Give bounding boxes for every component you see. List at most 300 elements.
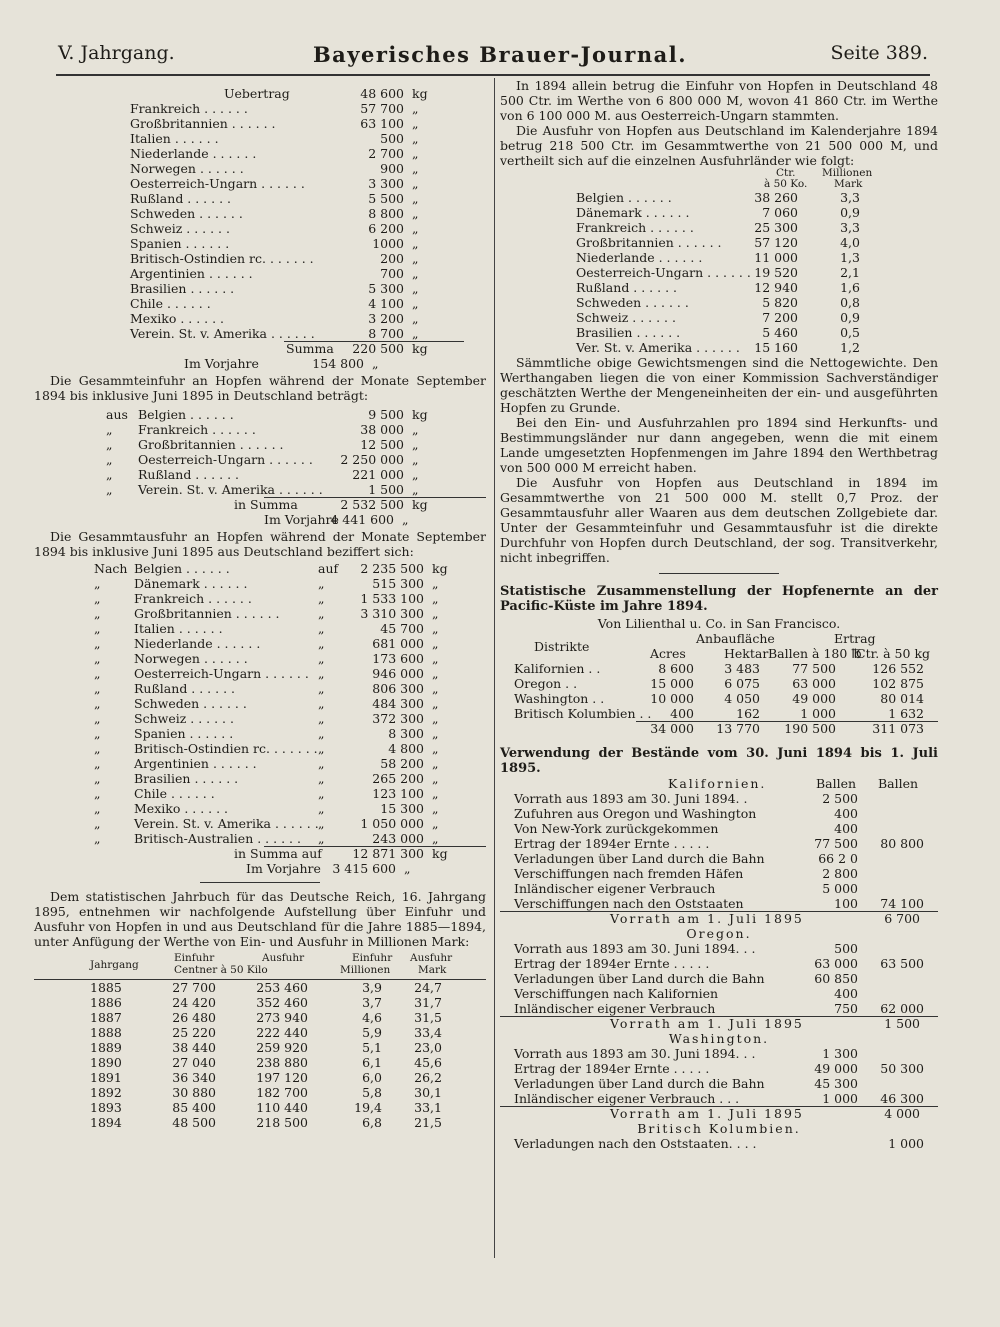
unit: „: [432, 786, 439, 801]
import-paragraph: Die Gesammteinfuhr an Hopfen während der Monate September 1894 bis inklusive Juni 1895 in Deutschland beträgt:: [34, 373, 486, 403]
hektar: 3 483: [724, 661, 760, 676]
kalifornien-row: [500, 791, 938, 806]
ballen-1: 49 000: [814, 1061, 858, 1076]
value: 372 300: [372, 711, 424, 726]
export-row: [34, 816, 486, 831]
ctr: 1 632: [888, 706, 924, 721]
export-table-row: [500, 340, 938, 355]
stocks-title: Verwendung der Bestände vom 30. Juni 1894 bis 1. Juli 1895.: [500, 746, 938, 776]
export-row: [34, 801, 486, 816]
district: Kalifornien . .: [514, 661, 601, 676]
country: Dänemark . . . . . .: [576, 205, 690, 220]
ballen-1: 400: [834, 986, 858, 1001]
import-m: 5,1: [362, 1040, 382, 1055]
kalifornien-rest-value: 6 700: [884, 911, 920, 926]
value: 3 200: [368, 311, 404, 326]
ctr: 5 460: [762, 325, 798, 340]
mid: „: [318, 681, 325, 696]
prefix: „: [94, 681, 101, 696]
value: 1000: [372, 236, 404, 251]
value: 123 100: [372, 786, 424, 801]
import: 27 700: [172, 980, 216, 995]
export: 182 700: [256, 1085, 308, 1100]
mid: „: [318, 591, 325, 606]
country: Brasilien . . . . . .: [130, 281, 235, 296]
export-row: [34, 651, 486, 666]
unit: „: [412, 191, 419, 206]
value: 200: [380, 251, 404, 266]
value: 5 500: [368, 191, 404, 206]
ballen-1: 1 300: [822, 1046, 858, 1061]
import-m: 3,7: [362, 995, 382, 1010]
export-table-row: [500, 235, 938, 250]
export-m: 23,0: [414, 1040, 442, 1055]
import-row: [34, 101, 486, 116]
mark: 1,2: [840, 340, 860, 355]
mid: „: [318, 651, 325, 666]
country: Frankreich . . . . . .: [576, 220, 694, 235]
prefix: „: [94, 666, 101, 681]
country: Schweiz . . . . . .: [576, 310, 676, 325]
export-table-row: [500, 265, 938, 280]
import: 27 040: [172, 1055, 216, 1070]
th-hektar: Hektar: [724, 646, 769, 661]
washington-rows: [500, 1046, 938, 1106]
kalifornien-title: Kalifornien.: [668, 776, 767, 791]
export-row: [34, 711, 486, 726]
prefix: „: [94, 771, 101, 786]
unit: „: [412, 266, 419, 281]
export-prev-value: 3 415 600: [332, 861, 396, 876]
mark: 2,1: [840, 265, 860, 280]
kalifornien-row: [500, 836, 938, 851]
unit: „: [412, 131, 419, 146]
unit: „: [412, 251, 419, 266]
export-row: [34, 786, 486, 801]
export-1894-paragraph: Die Ausfuhr von Hopfen aus Deutschland im Kalenderjahre 1894 betrug 218 500 Ctr. im Gesammtwerthe von 21 500 000 M, und vertheilt sich auf die einzelnen Ausfuhrländer wie folgt:: [500, 123, 938, 168]
ballen-1: 500: [834, 941, 858, 956]
value: 63 100: [360, 116, 404, 131]
pacific-title: Statistische Zusammenstellung der Hopfenernte an der Pacific-Küste im Jahre 1894.: [500, 584, 938, 614]
pacific-row: [500, 691, 938, 706]
unit: „: [432, 681, 439, 696]
value: 38 000: [360, 422, 404, 437]
ctr: 12 940: [754, 280, 798, 295]
country: Großbritannien . . . . . .: [130, 116, 276, 131]
year-row: [34, 1070, 486, 1085]
acres: 15 000: [650, 676, 694, 691]
year-row: [34, 1085, 486, 1100]
import-by-row: [34, 407, 486, 422]
export: 259 920: [256, 1040, 308, 1055]
import-row: [34, 116, 486, 131]
th-yield: Ertrag: [834, 631, 876, 646]
value: 221 000: [352, 467, 404, 482]
export-m: 30,1: [414, 1085, 442, 1100]
import-row: [34, 206, 486, 221]
country: Spanien . . . . . .: [134, 726, 234, 741]
mid: „: [318, 606, 325, 621]
carry-over-value: 48 600: [360, 86, 404, 101]
kalifornien-row: [500, 851, 938, 866]
kalifornien-row: [500, 821, 938, 836]
export-table-header: [500, 168, 938, 190]
country: Argentinien . . . . . .: [130, 266, 253, 281]
ballen-1: 1 000: [822, 1091, 858, 1106]
country: Belgien . . . . . .: [134, 561, 230, 576]
washington-row: [500, 1076, 938, 1091]
export-table-row: [500, 280, 938, 295]
country: Oesterreich-Ungarn . . . . . .: [138, 452, 313, 467]
origin-paragraph: Bei den Ein- und Ausfuhrzahlen pro 1894 sind Herkunfts- und Bestimmungsländer nur dann angegeben, wenn die mit einem Lande umgesetzten Hopfenmengen im Jahre 1894 den Werthbetrag von 500 000 M erreicht haben.: [500, 415, 938, 475]
export-m: 21,5: [414, 1115, 442, 1130]
share-paragraph: Die Ausfuhr von Hopfen aus Deutschland in 1894 im Gesammtwerthe von 21 500 000 M. stellt 0,7 Proz. der Gesammtausfuhr aller Waaren aus dem deutschen Zollgebiete dar. Unter der Gesammteinfuhr und Gesammtausfuhr ist die direkte Durchfuhr von Hopfen durch Deutschland, der sog. Transitverkehr, nicht inbegriffen.: [500, 475, 938, 565]
th-ballen-2: Ballen: [878, 776, 919, 791]
ballen-1: 77 500: [814, 836, 858, 851]
country: Schweden . . . . . .: [134, 696, 247, 711]
label: Vorrath aus 1893 am 30. Juni 1894. .: [514, 791, 748, 806]
year: 1887: [90, 1010, 122, 1025]
prefix: „: [94, 636, 101, 651]
district: Washington . .: [514, 691, 605, 706]
import-prev-label: Im Vorjahre: [184, 356, 259, 371]
unit: „: [432, 741, 439, 756]
ballen-1: 45 300: [814, 1076, 858, 1091]
export: 253 460: [256, 980, 308, 995]
year-row: [34, 1115, 486, 1130]
ballen: 49 000: [792, 691, 836, 706]
pacific-total-ctr: 311 073: [872, 721, 924, 736]
unit: kg: [412, 407, 428, 422]
prefix: „: [94, 741, 101, 756]
value: 946 000: [372, 666, 424, 681]
import-row: [34, 146, 486, 161]
mid: „: [318, 666, 325, 681]
import-m: 6,1: [362, 1055, 382, 1070]
year-row: [34, 1100, 486, 1115]
mark: 1,3: [840, 250, 860, 265]
export-m: 45,6: [414, 1055, 442, 1070]
import-sum-value: 220 500: [352, 341, 404, 356]
prefix: Nach: [94, 561, 128, 576]
label: Verschiffungen nach Kalifornien: [514, 986, 719, 1001]
import-by-row: [34, 422, 486, 437]
year-row: [34, 1010, 486, 1025]
ballen-1: 5 000: [822, 881, 858, 896]
unit: „: [412, 281, 419, 296]
export-row: [34, 696, 486, 711]
export-sum-label: in Summa auf: [234, 846, 322, 861]
value: 8 300: [388, 726, 424, 741]
country: Norwegen . . . . . .: [134, 651, 248, 666]
export-row: [34, 771, 486, 786]
ballen-1: 100: [834, 896, 858, 911]
country: Britisch-Australien . . . . . .: [134, 831, 301, 846]
import-by-sum-label: in Summa: [234, 497, 298, 512]
import-row: [34, 326, 486, 341]
th-district: Distrikte: [534, 639, 590, 654]
label: Inländischer eigener Verbrauch . . .: [514, 1091, 740, 1106]
export-row: [34, 636, 486, 651]
mid: „: [318, 696, 325, 711]
ballen-2: 74 100: [880, 896, 924, 911]
import-sum-row: [34, 341, 486, 356]
acres: 8 600: [658, 661, 694, 676]
unit: „: [432, 606, 439, 621]
ctr: 57 120: [754, 235, 798, 250]
import-by-prev-row: [34, 512, 486, 527]
year: 1886: [90, 995, 122, 1010]
import: 24 420: [172, 995, 216, 1010]
th-millionen: Millionen: [340, 964, 391, 976]
unit: „: [412, 452, 419, 467]
import-list: [34, 101, 486, 341]
value: 681 000: [372, 636, 424, 651]
export-m: 33,1: [414, 1100, 442, 1115]
export: 197 120: [256, 1070, 308, 1085]
import-row: [34, 251, 486, 266]
prefix: „: [94, 651, 101, 666]
import-sum-label: Summa: [286, 341, 334, 356]
import: 36 340: [172, 1070, 216, 1085]
unit: „: [432, 801, 439, 816]
country: Italien . . . . . .: [130, 131, 219, 146]
country: Rußland . . . . . .: [576, 280, 677, 295]
mark: 1,6: [840, 280, 860, 295]
import: 30 880: [172, 1085, 216, 1100]
section-rule: [659, 573, 779, 574]
british-columbia-rows: [500, 1136, 938, 1151]
th-mark: Mark: [834, 178, 863, 190]
value: 6 200: [368, 221, 404, 236]
unit: „: [412, 176, 419, 191]
unit: „: [412, 116, 419, 131]
country: Rußland . . . . . .: [138, 467, 239, 482]
prefix: „: [94, 801, 101, 816]
prefix: „: [106, 482, 113, 497]
import-row: [34, 311, 486, 326]
export-m: 24,7: [414, 980, 442, 995]
export: 222 440: [256, 1025, 308, 1040]
label: Verladungen über Land durch die Bahn: [514, 851, 765, 866]
value: 8 800: [368, 206, 404, 221]
country: Rußland . . . . . .: [134, 681, 235, 696]
country: Frankreich . . . . . .: [130, 101, 248, 116]
unit: „: [412, 482, 419, 497]
washington-title: Washington.: [668, 1031, 770, 1046]
district: Oregon . .: [514, 676, 578, 691]
unit: „: [412, 221, 419, 236]
import: 26 480: [172, 1010, 216, 1025]
export-table-row: [500, 325, 938, 340]
section-rule: [200, 882, 320, 883]
th-export-m: Ausfuhr: [410, 952, 453, 964]
ballen-1: 2 500: [822, 791, 858, 806]
oregon-rest-label: Vorrath am 1. Juli 1895: [610, 1016, 804, 1031]
export-row: [34, 741, 486, 756]
import-prev-unit: „: [372, 356, 379, 371]
year-table-body: [34, 980, 486, 1130]
mid: „: [318, 621, 325, 636]
value: 243 000: [372, 831, 424, 846]
import-by-row: [34, 437, 486, 452]
th-export: Ausfuhr: [262, 952, 305, 964]
import-by-row: [34, 452, 486, 467]
hektar: 6 075: [724, 676, 760, 691]
export: 218 500: [256, 1115, 308, 1130]
export-row: [34, 561, 486, 576]
mark: 0,9: [840, 310, 860, 325]
kalifornien-row: [500, 806, 938, 821]
volume-label: V. Jahrgang.: [58, 42, 175, 64]
left-column: [34, 86, 486, 1130]
year-row: [34, 1055, 486, 1070]
import-by-row: [34, 482, 486, 497]
unit: „: [432, 696, 439, 711]
value: 806 300: [372, 681, 424, 696]
oregon-row: [500, 956, 938, 971]
import: 38 440: [172, 1040, 216, 1055]
country: Frankreich . . . . . .: [138, 422, 256, 437]
import-row: [34, 176, 486, 191]
export-row: [34, 726, 486, 741]
import: 85 400: [172, 1100, 216, 1115]
export-table-row: [500, 310, 938, 325]
ballen-1: 63 000: [814, 956, 858, 971]
export-row: [34, 606, 486, 621]
country: Verein. St. v. Amerika . . . . . .: [130, 326, 315, 341]
pacific-row: [500, 706, 938, 721]
label: Inländischer eigener Verbrauch: [514, 1001, 716, 1016]
export-m: 33,4: [414, 1025, 442, 1040]
prefix: „: [94, 711, 101, 726]
year-row: [34, 1025, 486, 1040]
country: Großbritannien . . . . . .: [138, 437, 284, 452]
unit: „: [412, 311, 419, 326]
unit: „: [432, 621, 439, 636]
mid: auf: [318, 561, 339, 576]
value: 45 700: [380, 621, 424, 636]
import-by-row: [34, 467, 486, 482]
unit: „: [432, 756, 439, 771]
country: Niederlande . . . . . .: [130, 146, 257, 161]
label: Verladungen nach den Oststaaten. . . .: [514, 1136, 757, 1151]
right-column: [500, 78, 938, 1151]
value: 1 533 100: [360, 591, 424, 606]
export: 352 460: [256, 995, 308, 1010]
washington-row: [500, 1091, 938, 1106]
import-row: [34, 281, 486, 296]
oregon-title: Oregon.: [686, 926, 752, 941]
district: Britisch Kolumbien . .: [514, 706, 652, 721]
value: 4 100: [368, 296, 404, 311]
unit: „: [432, 576, 439, 591]
ctr: 15 160: [754, 340, 798, 355]
export-m: 31,5: [414, 1010, 442, 1025]
year-row: [34, 1040, 486, 1055]
ballen: 63 000: [792, 676, 836, 691]
label: Vorrath aus 1893 am 30. Juni 1894. . .: [514, 1046, 756, 1061]
export-table-row: [500, 250, 938, 265]
value: 5 300: [368, 281, 404, 296]
export-prev-row: [34, 861, 486, 876]
export-paragraph: Die Gesammtausfuhr an Hopfen während der Monate September 1894 bis inklusive Juni 1895 aus Deutschland beziffert sich:: [34, 529, 486, 559]
unit: „: [412, 206, 419, 221]
unit: „: [432, 666, 439, 681]
oregon-rest-value: 1 500: [884, 1016, 920, 1031]
export-row: [34, 576, 486, 591]
ctr: 80 014: [880, 691, 924, 706]
washington-rest-value: 4 000: [884, 1106, 920, 1121]
oregon-row: [500, 941, 938, 956]
prefix: „: [94, 786, 101, 801]
label: Verladungen über Land durch die Bahn: [514, 1076, 765, 1091]
export-to-list: [34, 561, 486, 846]
year: 1891: [90, 1070, 122, 1085]
mark: 3,3: [840, 190, 860, 205]
mid: „: [318, 741, 325, 756]
import-m: 6,0: [362, 1070, 382, 1085]
th-a50ko: à 50 Ko.: [764, 178, 808, 190]
value: 9 500: [368, 407, 404, 422]
export-table-body: [500, 190, 938, 355]
year: 1889: [90, 1040, 122, 1055]
pacific-total-acres: 34 000: [650, 721, 694, 736]
washington-rest-label: Vorrath am 1. Juli 1895: [610, 1106, 804, 1121]
value: 57 700: [360, 101, 404, 116]
unit: „: [412, 296, 419, 311]
hektar: 162: [736, 706, 760, 721]
import-prev-value: 154 800: [312, 356, 364, 371]
country: Argentinien . . . . . .: [134, 756, 257, 771]
country: Norwegen . . . . . .: [130, 161, 244, 176]
washington-rest: [500, 1106, 938, 1121]
country: Großbritannien . . . . . .: [576, 235, 722, 250]
import-1894-paragraph: In 1894 allein betrug die Einfuhr von Hopfen in Deutschland 48 500 Ctr. im Werthe von 6 800 000 M, wovon 41 860 Ctr. im Werthe von 6 100 000 M. aus Oesterreich-Ungarn stammten.: [500, 78, 938, 123]
journal-title: Bayerisches Brauer-Journal.: [312, 42, 688, 67]
country: Verein. St. v. Amerika . . . . . .: [138, 482, 323, 497]
ctr: 19 520: [754, 265, 798, 280]
value: 3 310 300: [360, 606, 424, 621]
th-ballen-1: Ballen: [816, 776, 857, 791]
export-row: [34, 831, 486, 846]
prefix: aus: [106, 407, 128, 422]
kalifornien-row: [500, 866, 938, 881]
oregon-row: [500, 1001, 938, 1016]
export-row: [34, 591, 486, 606]
value: 265 200: [372, 771, 424, 786]
value: 1 500: [368, 482, 404, 497]
british-columbia-row: [500, 1136, 938, 1151]
unit: „: [432, 591, 439, 606]
export-row: [34, 756, 486, 771]
prefix: „: [94, 816, 101, 831]
header-rule: [56, 74, 930, 76]
kalifornien-rest: [500, 911, 938, 926]
unit: „: [432, 726, 439, 741]
ctr: 5 820: [762, 295, 798, 310]
year: 1893: [90, 1100, 122, 1115]
hektar: 4 050: [724, 691, 760, 706]
export-table-row: [500, 295, 938, 310]
export: 110 440: [256, 1100, 308, 1115]
unit: „: [432, 816, 439, 831]
import-row: [34, 296, 486, 311]
prefix: „: [94, 726, 101, 741]
prefix: „: [106, 437, 113, 452]
value: 1 050 000: [360, 816, 424, 831]
prefix: „: [94, 576, 101, 591]
